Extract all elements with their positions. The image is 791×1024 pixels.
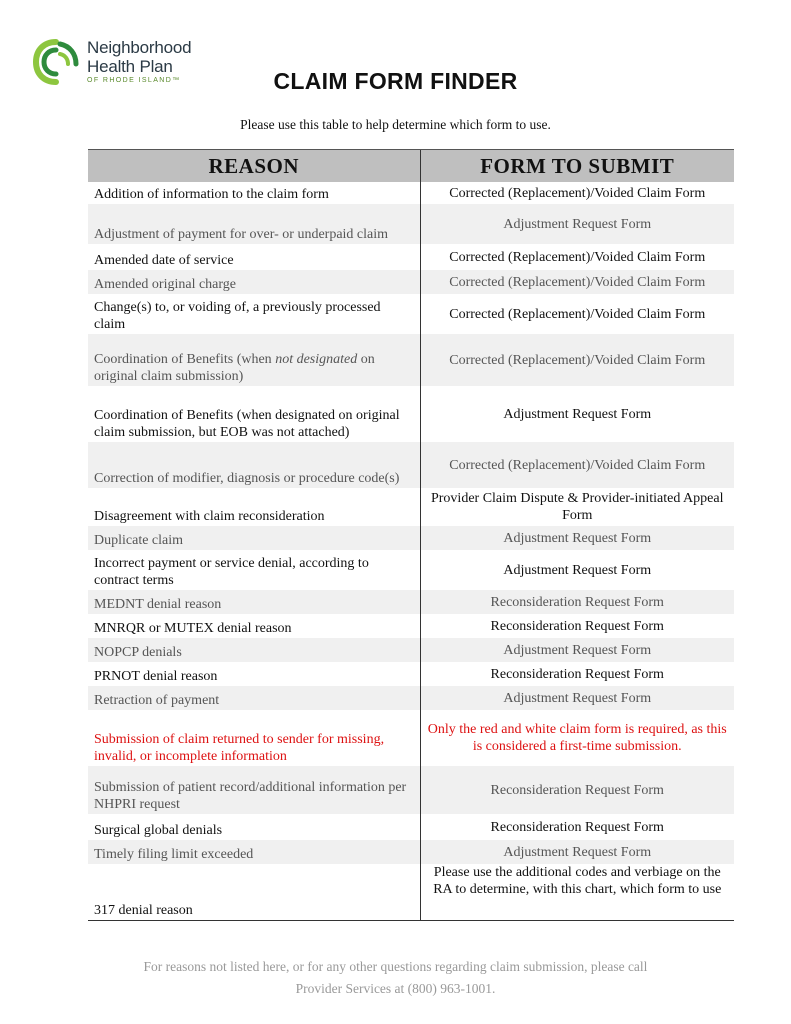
table-row: [88, 638, 734, 662]
reason-cell: PRNOT denial reason: [94, 669, 218, 684]
form-cell: Corrected (Replacement)/Voided Claim Form: [420, 294, 734, 334]
reason-cell: Amended original charge: [88, 270, 420, 294]
form-cell: Reconsideration Request Form: [420, 766, 734, 814]
reason-cell: Duplicate claim: [88, 526, 420, 550]
table-row: [88, 442, 734, 488]
table-row: [88, 526, 734, 550]
logo-line-2: Health Plan: [87, 57, 173, 76]
form-cell: Adjustment Request Form: [420, 686, 734, 710]
form-cell: Reconsideration Request Form: [420, 814, 734, 840]
form-cell: Reconsideration Request Form: [420, 662, 734, 686]
table-row: [88, 614, 734, 638]
reason-cell: MNRQR or MUTEX denial reason: [94, 621, 292, 636]
form-cell: Please use the additional codes and verbiage on the RA to determine, with this chart, which form to use: [420, 864, 734, 920]
footer-line-2: Provider Services at (800) 963-1001.: [295, 981, 496, 996]
form-cell: Provider Claim Dispute & Provider-initiated Appeal Form: [420, 488, 734, 526]
reason-cell: 317 denial reason: [88, 864, 420, 920]
reason-text: Coordination of Benefits (when: [94, 352, 276, 367]
form-cell: Adjustment Request Form: [420, 204, 734, 244]
table-row: [88, 488, 734, 526]
reason-cell: Surgical global denials: [94, 823, 223, 838]
form-cell: Corrected (Replacement)/Voided Claim Form: [420, 270, 734, 294]
form-cell: Adjustment Request Form: [420, 638, 734, 662]
page-subtitle: Please use this table to help determine which form to use.: [240, 117, 551, 132]
form-cell: Only the red and white claim form is required, as this is considered a first-time submission.: [420, 710, 734, 766]
form-cell: Reconsideration Request Form: [420, 614, 734, 638]
table-row: [88, 766, 734, 814]
reason-emphasis: not designated: [275, 352, 358, 367]
form-cell: Adjustment Request Form: [420, 386, 734, 442]
reason-cell: [88, 334, 420, 386]
table-row: [88, 840, 734, 864]
reason-cell: NOPCP denials: [88, 638, 420, 662]
reason-cell: Change(s) to, or voiding of, a previously processed claim: [94, 300, 381, 332]
table-row: [88, 814, 734, 840]
header-reason: REASON: [88, 150, 420, 183]
table-row: [88, 204, 734, 244]
reason-cell: Adjustment of payment for over- or underpaid claim: [88, 204, 420, 244]
reason-cell: MEDNT denial reason: [88, 590, 420, 614]
table-row: [88, 294, 734, 334]
form-cell: Corrected (Replacement)/Voided Claim Form: [420, 244, 734, 270]
footer-note: [0, 956, 791, 1000]
form-cell: Adjustment Request Form: [420, 550, 734, 590]
table-row: [88, 590, 734, 614]
reason-cell: Submission of patient record/additional information per NHPRI request: [88, 766, 420, 814]
claim-form-table: [88, 149, 734, 921]
form-cell: Corrected (Replacement)/Voided Claim Form: [420, 334, 734, 386]
reason-cell: Addition of information to the claim form: [94, 187, 329, 202]
form-cell: Adjustment Request Form: [420, 840, 734, 864]
header-form-to-submit: FORM TO SUBMIT: [420, 150, 734, 183]
table-row: [88, 686, 734, 710]
reason-text: on original claim submission): [94, 352, 375, 384]
table-row: [88, 182, 734, 204]
table-row: [88, 864, 734, 920]
table-row: [88, 244, 734, 270]
table-row: [88, 386, 734, 442]
table-row: [88, 334, 734, 386]
page-title: CLAIM FORM FINDER: [273, 68, 518, 94]
reason-cell: Correction of modifier, diagnosis or procedure code(s): [88, 442, 420, 488]
reason-cell: Timely filing limit exceeded: [88, 840, 420, 864]
reason-cell: Coordination of Benefits (when designated on original claim submission, but EOB was not attached): [94, 408, 400, 440]
reason-cell: Retraction of payment: [88, 686, 420, 710]
table-row: [88, 710, 734, 766]
logo-line-1: Neighborhood: [87, 38, 192, 57]
reason-cell: Incorrect payment or service denial, according to contract terms: [94, 556, 369, 588]
table-row: [88, 550, 734, 590]
reason-cell: Disagreement with claim reconsideration: [94, 509, 325, 524]
table-row: [88, 662, 734, 686]
table-header-row: [88, 150, 734, 183]
footer-line-1: For reasons not listed here, or for any other questions regarding claim submission, please call: [143, 959, 648, 974]
table-row: [88, 270, 734, 294]
form-cell: Reconsideration Request Form: [420, 590, 734, 614]
form-cell: Corrected (Replacement)/Voided Claim Form: [420, 182, 734, 204]
reason-cell: Submission of claim returned to sender for missing, invalid, or incomplete information: [94, 732, 385, 764]
form-cell: Adjustment Request Form: [420, 526, 734, 550]
form-cell: Corrected (Replacement)/Voided Claim Form: [420, 442, 734, 488]
logo-line-3: OF RHODE ISLAND™: [87, 77, 181, 84]
reason-cell: Amended date of service: [94, 253, 234, 268]
